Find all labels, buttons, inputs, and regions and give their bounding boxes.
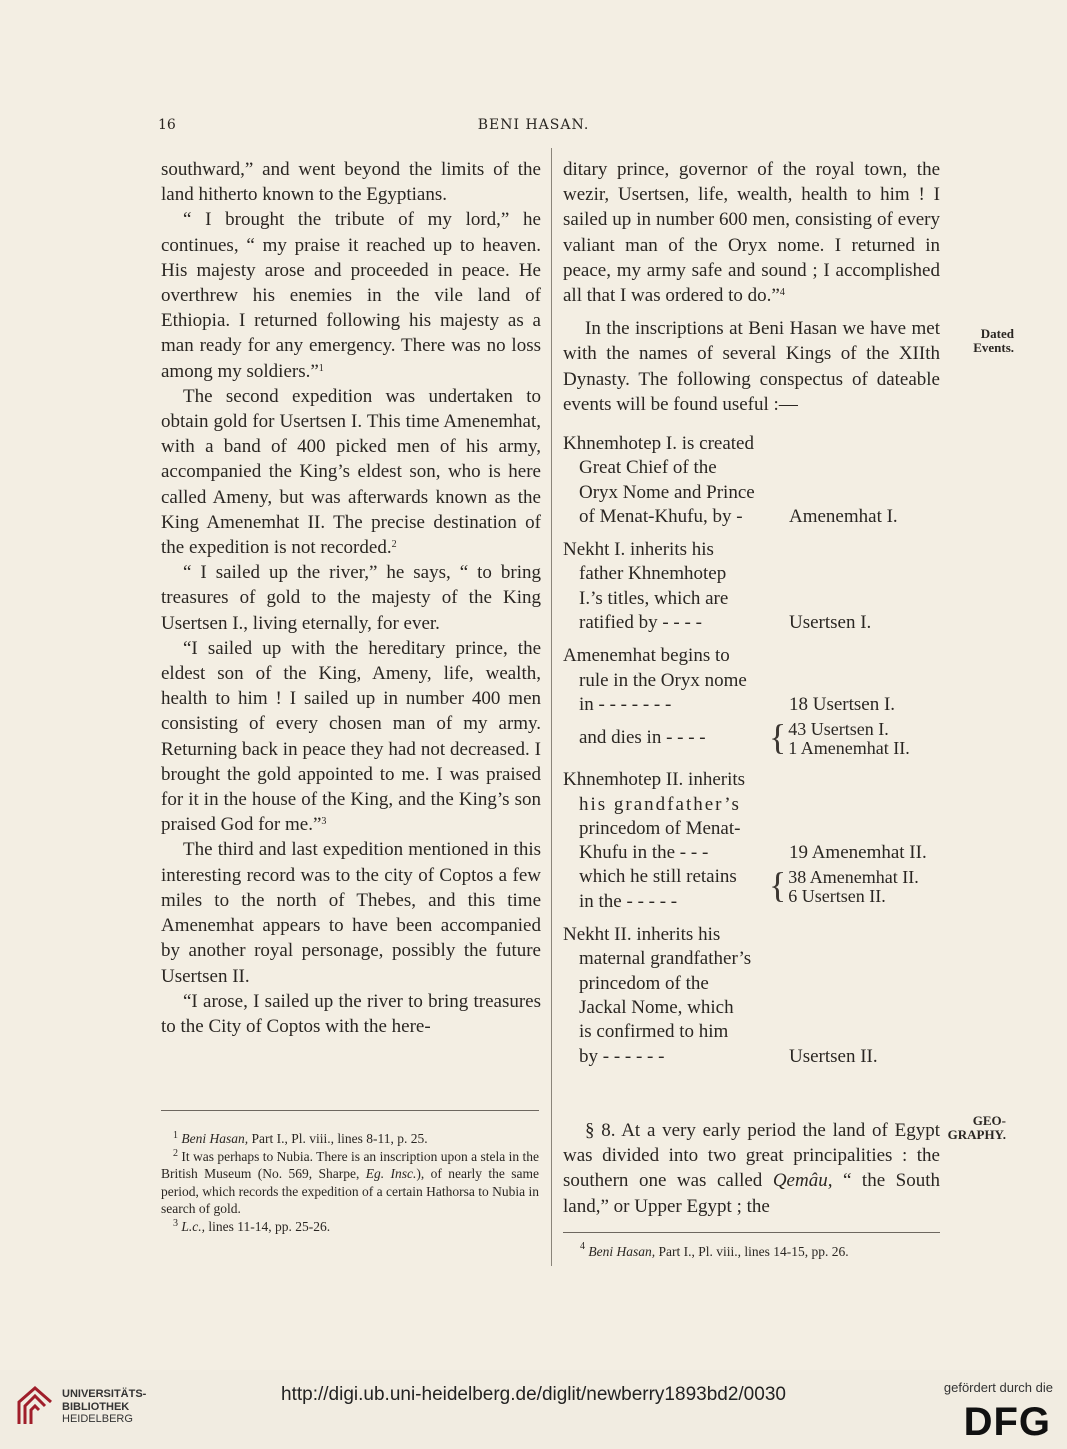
event-entry xyxy=(563,432,953,529)
event-text: in the - - - - - xyxy=(579,890,678,912)
footnotes-left xyxy=(161,1130,539,1236)
event-text: maternal grandfather’s xyxy=(579,948,752,970)
footnote xyxy=(161,1148,539,1218)
event-text: Nekht I. inherits his xyxy=(563,539,714,561)
footnote-number: 1 xyxy=(173,1130,178,1141)
italic-term: Qemâu, xyxy=(772,1170,833,1192)
sponsor-text: gefördert durch die xyxy=(943,1380,1053,1395)
event-text: Oryx Nome and Prince xyxy=(579,481,755,503)
logo-text: BIBLIOTHEK xyxy=(62,1400,130,1413)
logo-text: UNIVERSITÄTS- xyxy=(62,1388,147,1400)
footnote xyxy=(580,1241,940,1260)
event-king: 1 Amenemhat II. xyxy=(788,738,910,759)
event-text: his grandfather’s xyxy=(579,793,741,815)
paragraph-text: The second expedition was undertaken to obtain gold for Usertsen I. This time Amenemhat, with a band of 400 picked men of his army, accompanied the King’s eldest son, who is here called Ameny, but was afterwards known as the King Amenemhat II. The precise destination of the expedition is not recorded. xyxy=(161,385,541,559)
event-king: Usertsen I. xyxy=(789,612,872,634)
footnote-ref: 1 xyxy=(318,362,324,374)
footnote-rule xyxy=(563,1232,940,1233)
footnote xyxy=(161,1130,539,1148)
paragraph: “I arose, I sailed up the river to bring treasures to the City of Coptos with the here- xyxy=(161,990,541,1037)
paragraph-text: ditary prince, governor of the royal town, the wezir, Usertsen, life, wealth, health to him ! I sailed up in number 600 men, consisting of every valiant man of the Oryx nome. I returned in peace, my army safe and sound ; I accomplished all that I was ordered to do.” xyxy=(563,159,940,307)
event-king: Amenemhat I. xyxy=(789,505,898,527)
event-text: Jackal Nome, which xyxy=(579,996,734,1018)
margin-note-dated-events: Dated Events. xyxy=(973,326,1014,355)
events-table xyxy=(563,432,953,1078)
footnote-text: lines 11-14, pp. 25-26. xyxy=(208,1218,331,1234)
event-text: in - - - - - - - xyxy=(579,693,672,715)
paragraph: The third and last expedition mentioned in this interesting record was to the city of Coptos a few miles to the north of Thebes, and this time Amenemhat appears to have been accompanied by another royal personage, possibly the future Usertsen II. xyxy=(161,839,541,987)
logo-text: HEIDELBERG xyxy=(62,1413,133,1425)
margin-note-geography: GEO- GRAPHY. xyxy=(947,1113,1006,1142)
event-king: 38 Amenemhat II. xyxy=(788,867,919,888)
footnote-title: Eg. Insc. xyxy=(365,1166,417,1182)
section-8 xyxy=(563,1118,940,1219)
footnote-text: Part I., Pl. viii., lines 8-11, p. 25. xyxy=(251,1131,428,1146)
event-text: Khnemhotep II. inherits xyxy=(563,769,746,791)
footnote-title: L.c., xyxy=(181,1218,205,1234)
running-title: BENI HASAN. xyxy=(477,117,590,133)
event-king: 19 Amenemhat II. xyxy=(789,842,927,864)
event-entry xyxy=(563,923,953,1069)
footnote-title: Beni Hasan, xyxy=(588,1244,656,1259)
event-king: Usertsen II. xyxy=(789,1045,878,1067)
footnote-ref: 4 xyxy=(779,287,785,299)
footnote-title: Beni Hasan, xyxy=(181,1131,249,1146)
paragraph: “ I sailed up the river,” he says, “ to bring treasures of gold to the majesty of the King Usertsen I., living eternally, for ever. xyxy=(161,562,541,634)
footnote-text: ), of nearly the same period, which records the expedition of a certain Hathorsa to Nubia in search of gold. xyxy=(161,1166,540,1217)
footnote-ref: 3 xyxy=(321,816,327,828)
paragraph xyxy=(161,384,541,560)
brace: { xyxy=(769,865,787,906)
paragraph-text: “I sailed up with the hereditary prince, the eldest son of the King, Ameny, life, wealth, health to him ! I sailed up in number 400 men consisting of every chosen man of my army. Returning back in peace they had not decreased. I brought the gold appointed to me. I was praised for it in the house of the King, and the King’s son praised God for me.” xyxy=(161,637,541,836)
paragraph xyxy=(161,636,541,838)
event-text: princedom of the xyxy=(579,972,709,994)
event-text: I.’s titles, which are xyxy=(579,587,729,609)
source-url-link[interactable]: http://digi.ub.uni-heidelberg.de/diglit/newberry1893bd2/0030 xyxy=(281,1384,786,1405)
event-text: princedom of Menat- xyxy=(579,817,741,839)
event-entry xyxy=(563,538,953,635)
left-column xyxy=(161,157,541,1039)
paragraph-text: “ the South land,” or Upper Egypt ; the xyxy=(563,1170,940,1217)
event-king: 18 Usertsen I. xyxy=(789,693,896,715)
event-entry xyxy=(563,768,953,914)
footnote-number: 3 xyxy=(173,1217,178,1229)
event-text: rule in the Oryx nome xyxy=(579,669,747,691)
event-text: which he still retains xyxy=(579,866,737,888)
event-text: Great Chief of the xyxy=(579,457,717,479)
brace: { xyxy=(769,717,787,758)
footnote-text: It was perhaps to Nubia. There is an inscription upon a stela in the British Museum (No. 569, Sharpe, xyxy=(161,1148,539,1182)
footnote xyxy=(161,1218,539,1236)
event-text: father Khnemhotep xyxy=(579,563,727,585)
paragraph xyxy=(563,157,940,308)
footnote-number: 2 xyxy=(173,1147,178,1159)
paragraph: southward,” and went beyond the limits of the land hitherto known to the Egyptians. xyxy=(161,159,541,206)
event-text: of Menat-Khufu, by - xyxy=(579,505,743,527)
event-text: ratified by - - - - xyxy=(579,612,702,634)
event-text: and dies in - - - - xyxy=(579,727,706,749)
footnote-rule xyxy=(161,1110,539,1111)
footnote-ref: 2 xyxy=(391,539,397,551)
event-text: Khufu in the - - - xyxy=(579,842,709,864)
event-text: Khnemhotep I. is created xyxy=(563,433,754,454)
right-column xyxy=(563,157,940,417)
event-king: 6 Usertsen II. xyxy=(788,886,886,907)
event-text: by - - - - - - xyxy=(579,1045,665,1067)
event-text: is confirmed to him xyxy=(579,1021,729,1043)
paragraph: In the inscriptions at Beni Hasan we have met with the names of several Kings of the XIIth Dynasty. The following conspectus of dateable events will be found useful :— xyxy=(563,318,940,415)
footer-bar xyxy=(0,1370,1067,1449)
footnote-number: 4 xyxy=(580,1241,585,1252)
paragraph-text: § 8. At a very early period the land of Egypt was divided into two great principalities : the southern one was called xyxy=(563,1120,940,1192)
dfg-logo: DFG xyxy=(963,1400,1051,1444)
event-entry xyxy=(563,644,953,759)
paragraph xyxy=(563,1118,940,1219)
paragraph-text: “ I brought the tribute of my lord,” he continues, “ my praise it reached up to heaven. His majesty arose and proceeded in peace. He overthrew his enemies in the vile land of Ethiopia. I returned following his majesty as a man ready for any emergency. There was no loss among my soldiers.” xyxy=(161,209,541,382)
event-text: Nekht II. inherits his xyxy=(563,924,721,946)
column-divider xyxy=(551,148,552,1266)
footnote-text: Part I., Pl. viii., lines 14-15, pp. 26. xyxy=(658,1244,849,1259)
paragraph xyxy=(161,207,541,383)
event-text: Amenemhat begins to xyxy=(563,645,730,667)
page-number: 16 xyxy=(158,117,176,133)
event-king: 43 Usertsen I. xyxy=(788,719,889,740)
